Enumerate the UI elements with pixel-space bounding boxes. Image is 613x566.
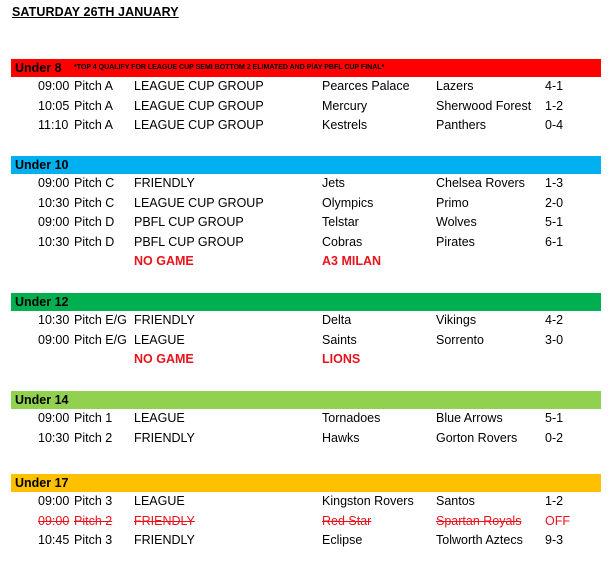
fixture-row: [11, 174, 601, 194]
score: 9-3: [545, 533, 564, 548]
pitch: Pitch D: [74, 215, 115, 230]
home-team: Delta: [322, 313, 352, 327]
section-header: [11, 474, 601, 492]
home-team: Hawks: [322, 430, 360, 445]
kickoff-time: 09:00: [38, 332, 70, 347]
kickoff-time: 10:30: [38, 234, 70, 249]
score: 4-1: [545, 79, 564, 93]
match-type: LEAGUE: [134, 411, 185, 425]
kickoff-time: 09:00: [38, 176, 70, 190]
age-group-label: Under 8: [15, 61, 62, 75]
score: OFF: [545, 513, 570, 528]
fixture-row: [11, 233, 601, 253]
score: 4-2: [545, 313, 564, 327]
fixture-row: [11, 492, 601, 512]
match-type: LEAGUE CUP GROUP: [134, 98, 264, 113]
home-team: Eclipse: [322, 533, 363, 548]
no-game-label: NO GAME: [134, 352, 194, 367]
fixture-row: [11, 311, 601, 331]
away-team: Spartan Royals: [436, 513, 522, 528]
score: 1-2: [545, 494, 564, 508]
match-type: LEAGUE: [134, 332, 185, 347]
fixture-row: [11, 331, 601, 351]
match-type: FRIENDLY: [134, 513, 195, 528]
match-type: LEAGUE CUP GROUP: [134, 195, 264, 210]
section-header: [11, 293, 601, 311]
home-team: Kestrels: [322, 118, 368, 133]
fixture-row: [11, 116, 601, 136]
score: 3-0: [545, 332, 564, 347]
pitch: Pitch D: [74, 234, 115, 249]
kickoff-time: 10:30: [38, 195, 70, 210]
match-type: FRIENDLY: [134, 533, 195, 548]
pitch: Pitch A: [74, 98, 113, 113]
section-header: [11, 156, 601, 174]
no-game-row: [11, 252, 601, 272]
qualification-note: *TOP 4 QUALIFY FOR LEAGUE CUP SEMI BOTTOM 2 ELIMATED AND PlAY PBFL CUP FINAL*: [74, 64, 385, 71]
home-team: Kingston Rovers: [322, 494, 414, 508]
away-team: Blue Arrows: [436, 411, 503, 425]
kickoff-time: 10:30: [38, 430, 70, 445]
score: 6-1: [545, 234, 564, 249]
away-team: Sorrento: [436, 332, 484, 347]
pitch: Pitch E/G: [74, 332, 127, 347]
score: 5-1: [545, 411, 564, 425]
pitch: Pitch C: [74, 176, 115, 190]
section-header: [11, 59, 601, 77]
pitch: Pitch 3: [74, 533, 113, 548]
away-team: Chelsea Rovers: [436, 176, 525, 190]
no-game-team: LIONS: [322, 352, 361, 367]
home-team: Olympics: [322, 195, 374, 210]
kickoff-time: 09:00: [38, 411, 70, 425]
match-type: LEAGUE CUP GROUP: [134, 79, 264, 93]
section-under-8: [11, 59, 601, 136]
no-game-row: [11, 350, 601, 370]
kickoff-time: 10:05: [38, 98, 70, 113]
section-under-12: [11, 293, 601, 370]
match-type: FRIENDLY: [134, 430, 195, 445]
score: 0-2: [545, 430, 564, 445]
pitch: Pitch C: [74, 195, 115, 210]
match-type: LEAGUE CUP GROUP: [134, 118, 264, 133]
fixture-row: [11, 194, 601, 214]
score: 1-3: [545, 176, 564, 190]
no-game-label: NO GAME: [134, 254, 194, 269]
section-under-10: [11, 156, 601, 272]
match-type: PBFL CUP GROUP: [134, 215, 244, 230]
fixture-row: [11, 213, 601, 233]
kickoff-time: 09:00: [38, 494, 70, 508]
no-game-team: A3 MILAN: [322, 254, 382, 269]
away-team: Pirates: [436, 234, 475, 249]
away-team: Sherwood Forest: [436, 98, 532, 113]
home-team: Telstar: [322, 215, 359, 230]
pitch: Pitch E/G: [74, 313, 127, 327]
home-team: Tornadoes: [322, 411, 381, 425]
score: 2-0: [545, 195, 564, 210]
score: 0-4: [545, 118, 564, 133]
match-type: LEAGUE: [134, 494, 185, 508]
pitch: Pitch A: [74, 118, 113, 133]
pitch: Pitch 1: [74, 411, 113, 425]
fixture-row: [11, 97, 601, 117]
match-type: FRIENDLY: [134, 176, 195, 190]
age-group-label: Under 17: [15, 476, 69, 490]
fixture-row: [11, 77, 601, 97]
kickoff-time: 09:00: [38, 215, 70, 230]
away-team: Tolworth Aztecs: [436, 533, 523, 548]
home-team: Cobras: [322, 234, 363, 249]
section-under-14: [11, 391, 601, 448]
kickoff-time: 11:10: [38, 118, 69, 133]
kickoff-time: 10:30: [38, 313, 70, 327]
away-team: Gorton Rovers: [436, 430, 518, 445]
age-group-label: Under 14: [15, 393, 69, 407]
match-type: FRIENDLY: [134, 313, 195, 327]
away-team: Wolves: [436, 215, 477, 230]
age-group-label: Under 12: [15, 295, 69, 309]
score: 1-2: [545, 98, 564, 113]
page-title: SATURDAY 26TH JANUARY: [12, 5, 179, 19]
section-header: [11, 391, 601, 409]
home-team: Mercury: [322, 98, 368, 113]
pitch: Pitch 2: [74, 513, 113, 528]
home-team: Saints: [322, 332, 357, 347]
cancelled-fixture-row: [11, 512, 601, 532]
fixture-row: [11, 429, 601, 449]
away-team: Panthers: [436, 118, 487, 133]
away-team: Primo: [436, 195, 469, 210]
pitch: Pitch 3: [74, 494, 113, 508]
fixture-row: [11, 409, 601, 429]
kickoff-time: 09:00: [38, 513, 70, 528]
pitch: Pitch A: [74, 79, 113, 93]
score: 5-1: [545, 215, 564, 230]
home-team: Pearces Palace: [322, 79, 410, 93]
section-under-17: [11, 474, 601, 551]
away-team: Santos: [436, 494, 475, 508]
age-group-label: Under 10: [15, 158, 69, 172]
kickoff-time: 09:00: [38, 79, 70, 93]
away-team: Vikings: [436, 313, 477, 327]
pitch: Pitch 2: [74, 430, 113, 445]
fixture-row: [11, 531, 601, 551]
home-team: Jets: [322, 176, 345, 190]
match-type: PBFL CUP GROUP: [134, 234, 244, 249]
kickoff-time: 10:45: [38, 533, 70, 548]
home-team: Red Star: [322, 513, 372, 528]
away-team: Lazers: [436, 79, 474, 93]
